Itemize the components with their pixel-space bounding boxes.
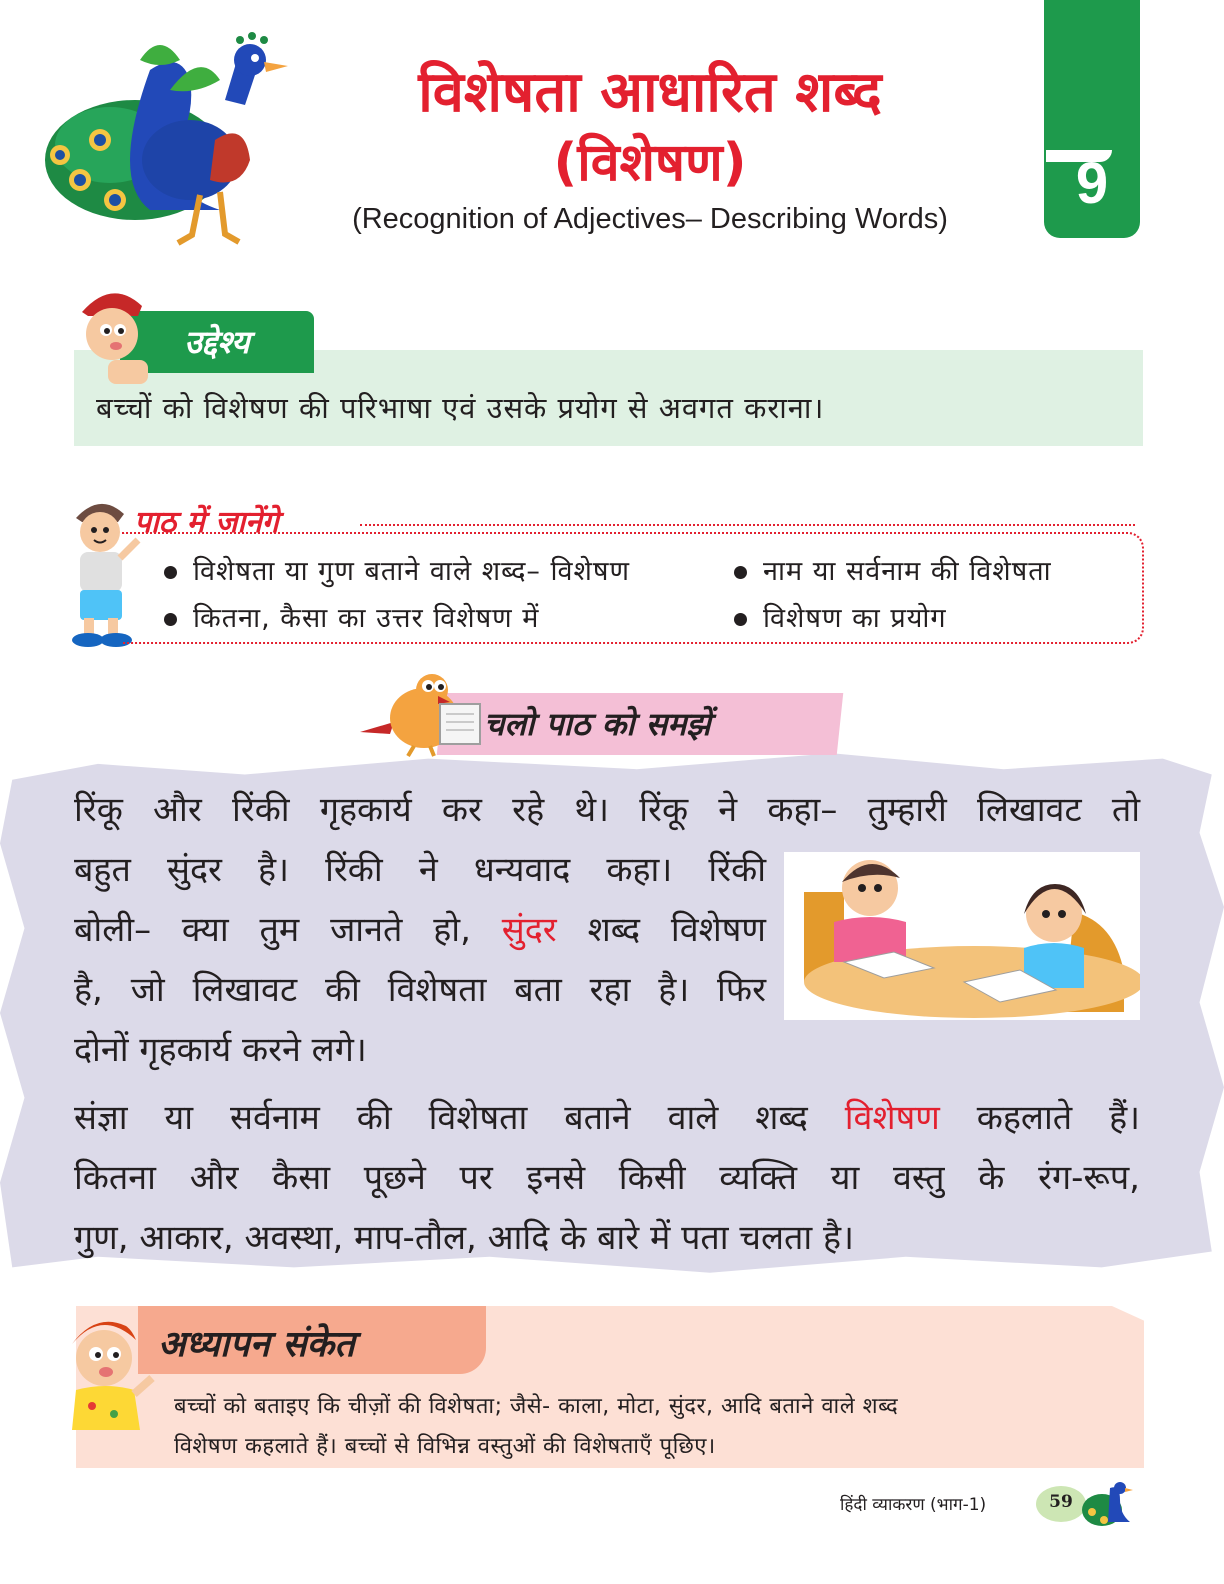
- highlighted-word: सुंदर: [501, 910, 557, 950]
- definition-line: [74, 1088, 1140, 1148]
- objective-text: बच्चों को विशेषण की परिभाषा एवं उसके प्रयोग से अवगत कराना।: [96, 391, 825, 425]
- story-line: दोनों गृहकार्य करने लगे।: [74, 1030, 367, 1070]
- hint-heading: अध्यापन संकेत: [158, 1324, 355, 1365]
- learn-heading: पाठ में जानेंगे: [134, 505, 279, 540]
- learn-item: [734, 551, 1052, 588]
- story-line: है, जो लिखावट की विशेषता बता रहा है। फिर: [74, 970, 766, 1010]
- story-line: बहुत सुंदर है। रिंकी ने धन्यवाद कहा। रिंकी: [74, 850, 766, 890]
- bullet-icon: [734, 613, 747, 626]
- boy-peeking-icon: [72, 282, 152, 386]
- definition-text: कहलाते हैं।: [976, 1098, 1141, 1138]
- learn-item-text: कितना, कैसा का उत्तर विशेषण में: [193, 603, 540, 634]
- bullet-icon: [734, 566, 747, 579]
- page-number: 59: [1049, 1492, 1073, 1512]
- learn-item: [164, 551, 630, 588]
- boy-waving-icon: [62, 1314, 158, 1430]
- story-line: [74, 900, 766, 960]
- hint-line: विशेषण कहलाते हैं। बच्चों से विभिन्न वस्तुओं की विशेषताएँ पूछिए।: [174, 1434, 716, 1459]
- learn-item-text: नाम या सर्वनाम की विशेषता: [763, 556, 1052, 587]
- objective-label: उद्देश्य: [120, 311, 314, 373]
- understand-heading: चलो पाठ को समझें: [484, 705, 711, 743]
- learn-heading-divider: [360, 524, 1135, 526]
- story-line: रिंकू और रिंकी गृहकार्य कर रहे थे। रिंकू ने कहा– तुम्हारी लिखावट तो: [74, 790, 1140, 830]
- bullet-icon: [164, 613, 177, 626]
- learn-item: [164, 598, 539, 635]
- story-text: शब्द विशेषण: [587, 910, 766, 950]
- chapter-title-subtitle: (विशेषण): [553, 133, 747, 193]
- chapter-number: 9: [1075, 151, 1109, 216]
- peacock-icon: [40, 30, 300, 250]
- learn-item: [734, 598, 947, 635]
- definition-line: गुण, आकार, अवस्था, माप-तौल, आदि के बारे में पता चलता है।: [74, 1218, 854, 1258]
- definition-text: संज्ञा या सर्वनाम की विशेषता बताने वाले शब्द: [74, 1098, 808, 1138]
- highlighted-word: विशेषण: [844, 1098, 940, 1138]
- story-text: बोली– क्या तुम जानते हो,: [74, 910, 471, 950]
- chapter-title-english: (Recognition of Adjectives– Describing Words): [352, 203, 948, 235]
- bullet-icon: [164, 566, 177, 579]
- footer-book-title: हिंदी व्याकरण (भाग-1): [840, 1495, 987, 1515]
- kids-studying-image: [784, 852, 1140, 1020]
- chapter-title: विशेषता आधारित शब्द: [418, 60, 882, 125]
- bird-reading-icon: [356, 668, 486, 758]
- definition-line: कितना और कैसा पूछने पर इनसे किसी व्यक्ति या वस्तु के रंग-रूप,: [74, 1158, 1140, 1198]
- learn-item-text: विशेषण का प्रयोग: [763, 603, 947, 634]
- learn-item-text: विशेषता या गुण बताने वाले शब्द– विशेषण: [193, 556, 630, 587]
- hint-line: बच्चों को बताइए कि चीज़ों की विशेषता; जैसे- काला, मोटा, सुंदर, आदि बताने वाले शब्द: [174, 1394, 899, 1419]
- peacock-small-icon: [1080, 1478, 1138, 1532]
